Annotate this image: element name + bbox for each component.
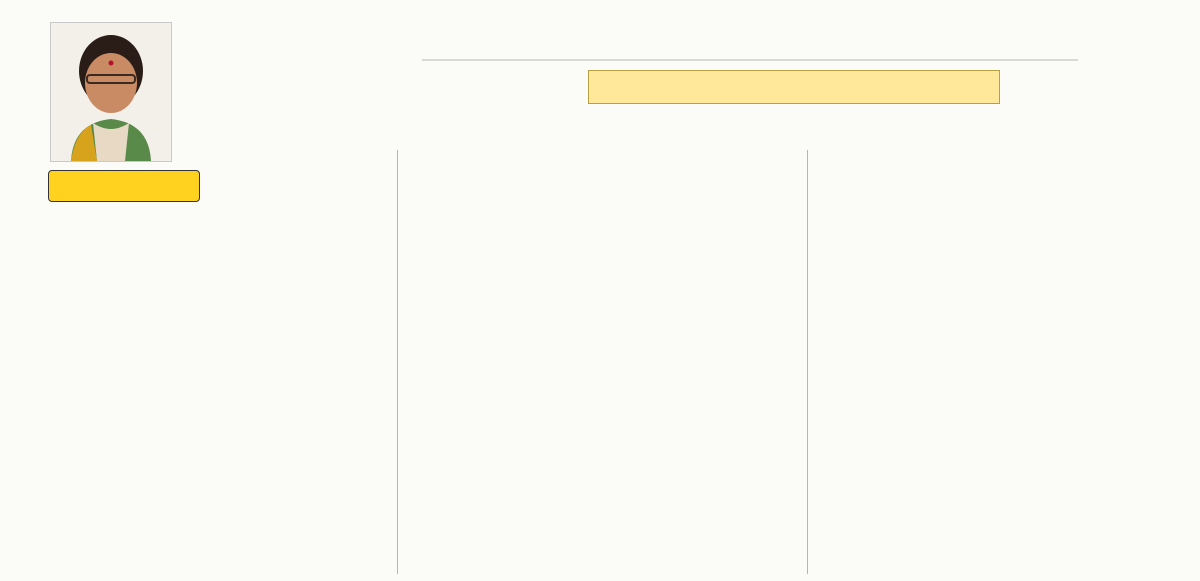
column-3-bottom (814, 134, 1180, 546)
column-2-bottom (404, 152, 800, 576)
column-divider (807, 150, 808, 574)
article-headline (430, 6, 1070, 64)
column-3-top (1010, 68, 1180, 134)
column-1-top (204, 68, 390, 234)
author-box (50, 22, 192, 200)
author-byline (930, 548, 1178, 572)
column-2-top (404, 68, 576, 152)
column-1-bottom (56, 234, 390, 576)
author-photo (50, 22, 172, 162)
column-divider (397, 150, 398, 574)
article-subheading-banner (588, 70, 1000, 104)
author-name-tag (48, 170, 200, 202)
